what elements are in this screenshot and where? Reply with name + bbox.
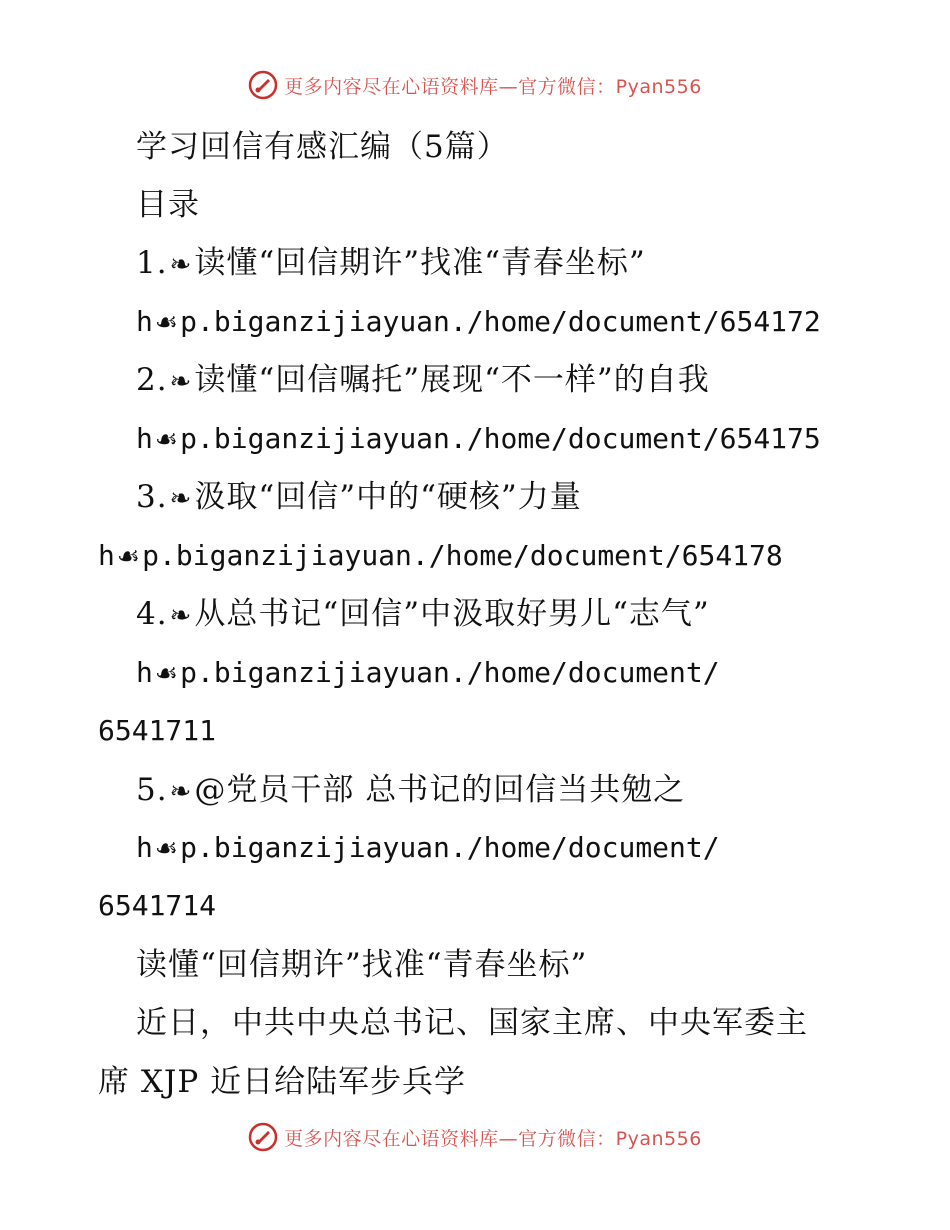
toc-item-3[interactable] [136, 477, 582, 519]
logo-icon [248, 70, 278, 100]
toc-item-2[interactable] [136, 360, 710, 402]
toc-number: 1. [136, 245, 168, 281]
toc-url: p.biganzijiayuan./home/document/654178 [142, 539, 783, 572]
toc-item-4[interactable] [136, 594, 710, 636]
toc-title: 从总书记“回信”中汲取好男儿“志气” [194, 596, 710, 632]
toc-link-5-cont[interactable]: 6541714 [98, 889, 217, 922]
bullet-icon: ❧ [169, 484, 193, 514]
toc-number: 2. [136, 362, 168, 398]
watermark-text: 更多内容尽在心语资料库—官方微信：Pyan556 [284, 1127, 702, 1150]
toc-item-5[interactable] [136, 770, 685, 812]
toc-link-4[interactable]: h☙p.biganzijiayuan./home/document/ [136, 653, 720, 694]
header-watermark [0, 70, 950, 100]
logo-icon [248, 1122, 278, 1152]
body-paragraph-line-2: 席 XJP 近日给陆军步兵学 [98, 1064, 467, 1100]
link-mark-icon: ☙ [154, 308, 179, 338]
toc-link-1[interactable]: h☙p.biganzijiayuan./home/document/654172 [136, 302, 821, 343]
toc-link-2[interactable]: h☙p.biganzijiayuan./home/document/654175 [136, 419, 821, 460]
bullet-icon: ❧ [169, 367, 193, 397]
link-mark-icon: ☙ [154, 425, 179, 455]
link-mark-icon: ☙ [116, 542, 141, 572]
toc-url: p.biganzijiayuan./home/document/ [180, 656, 720, 689]
body-paragraph-line-1: 近日，中共中央总书记、国家主席、中央军委主 [136, 1005, 808, 1041]
bullet-icon: ❧ [169, 601, 193, 631]
document-title: 学习回信有感汇编（5篇） [136, 129, 509, 165]
bullet-icon: ❧ [169, 777, 193, 807]
toc-link-5[interactable]: h☙p.biganzijiayuan./home/document/ [136, 828, 720, 869]
toc-title: 汲取“回信”中的“硬核”力量 [194, 479, 582, 515]
footer-watermark [0, 1122, 950, 1152]
toc-url: p.biganzijiayuan./home/document/ [180, 831, 720, 864]
toc-url: p.biganzijiayuan./home/document/654172 [180, 305, 821, 338]
toc-item-1[interactable] [136, 243, 646, 285]
toc-number: 3. [136, 479, 168, 515]
watermark-text: 更多内容尽在心语资料库—官方微信：Pyan556 [284, 75, 702, 98]
toc-number: 4. [136, 596, 168, 632]
toc-heading: 目录 [136, 187, 200, 223]
bullet-icon: ❧ [169, 250, 193, 280]
toc-number: 5. [136, 772, 168, 808]
toc-link-4-cont[interactable]: 6541711 [98, 714, 217, 747]
link-mark-icon: ☙ [154, 659, 179, 689]
toc-title: 读懂“回信嘱托”展现“不一样”的自我 [194, 362, 710, 398]
toc-link-3[interactable]: h☙p.biganzijiayuan./home/document/654178 [98, 536, 783, 577]
toc-title: 读懂“回信期许”找准“青春坐标” [194, 245, 646, 281]
section-heading: 读懂“回信期许”找准“青春坐标” [136, 947, 588, 983]
toc-title: @党员干部 总书记的回信当共勉之 [194, 772, 686, 808]
link-mark-icon: ☙ [154, 834, 179, 864]
toc-url: p.biganzijiayuan./home/document/654175 [180, 422, 821, 455]
